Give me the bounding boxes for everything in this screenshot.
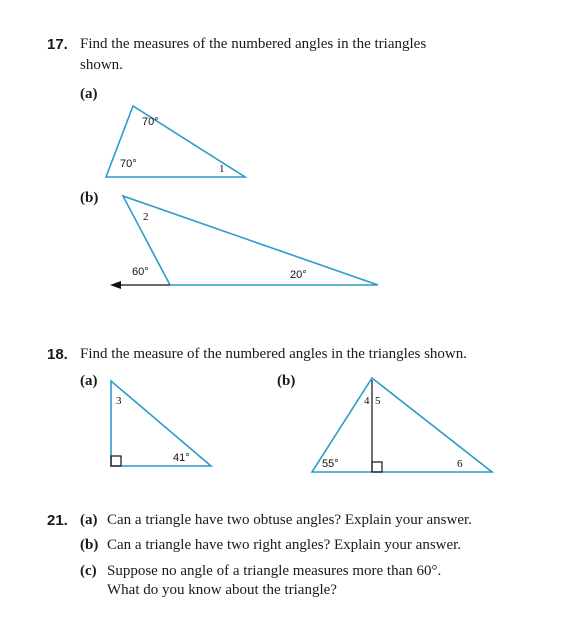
angle-label-17a-1: 1 [219, 163, 225, 175]
angle-label-17b-60: 60° [132, 266, 149, 278]
question-17-text-line2: shown. [80, 57, 123, 73]
triangle-17b [123, 196, 378, 285]
angle-label-17a-top: 70° [142, 116, 159, 128]
question-21a-text: Can a triangle have two obtuse angles? Explain your answer. [107, 512, 472, 528]
question-21c-text-line1: Suppose no angle of a triangle measures more than 60°. [107, 563, 442, 579]
triangle-18a [111, 381, 211, 466]
figure-17b [110, 196, 378, 289]
question-18-number: 18. [47, 346, 68, 363]
question-21-number: 21. [47, 512, 68, 529]
angle-label-18b-5: 5 [375, 395, 381, 407]
question-21c-text-line2: What do you know about the triangle? [107, 582, 337, 598]
question-17-number: 17. [47, 36, 68, 53]
angle-label-18b-55: 55° [322, 458, 339, 470]
angle-label-17b-20: 20° [290, 269, 307, 281]
question-18b-label: (b) [277, 373, 296, 389]
figure-18b [312, 378, 492, 472]
question-18a-label: (a) [80, 373, 98, 389]
triangle-18b [312, 378, 492, 472]
angle-label-18a-41: 41° [173, 452, 190, 464]
figure-17a [106, 106, 245, 177]
question-21b-text: Can a triangle have two right angles? Explain your answer. [107, 537, 462, 553]
angle-label-17b-2: 2 [143, 211, 149, 223]
angle-label-17a-left: 70° [120, 158, 137, 170]
question-21b-label: (b) [80, 537, 99, 553]
question-21c-label: (c) [80, 563, 97, 579]
question-17-text-line1: Find the measures of the numbered angles in the triangles [80, 36, 427, 52]
right-angle-marker-18b [372, 462, 382, 472]
right-angle-marker-18a [111, 456, 121, 466]
angle-label-18a-3: 3 [116, 395, 122, 407]
question-17b-label: (b) [80, 190, 99, 206]
angle-label-18b-6: 6 [457, 458, 463, 470]
question-17a-label: (a) [80, 86, 98, 102]
question-21a-label: (a) [80, 512, 98, 528]
figure-18a [111, 381, 211, 466]
angle-label-18b-4: 4 [364, 395, 370, 407]
question-18-text: Find the measure of the numbered angles in the triangles shown. [80, 346, 467, 362]
arrow-left-icon [110, 281, 121, 289]
